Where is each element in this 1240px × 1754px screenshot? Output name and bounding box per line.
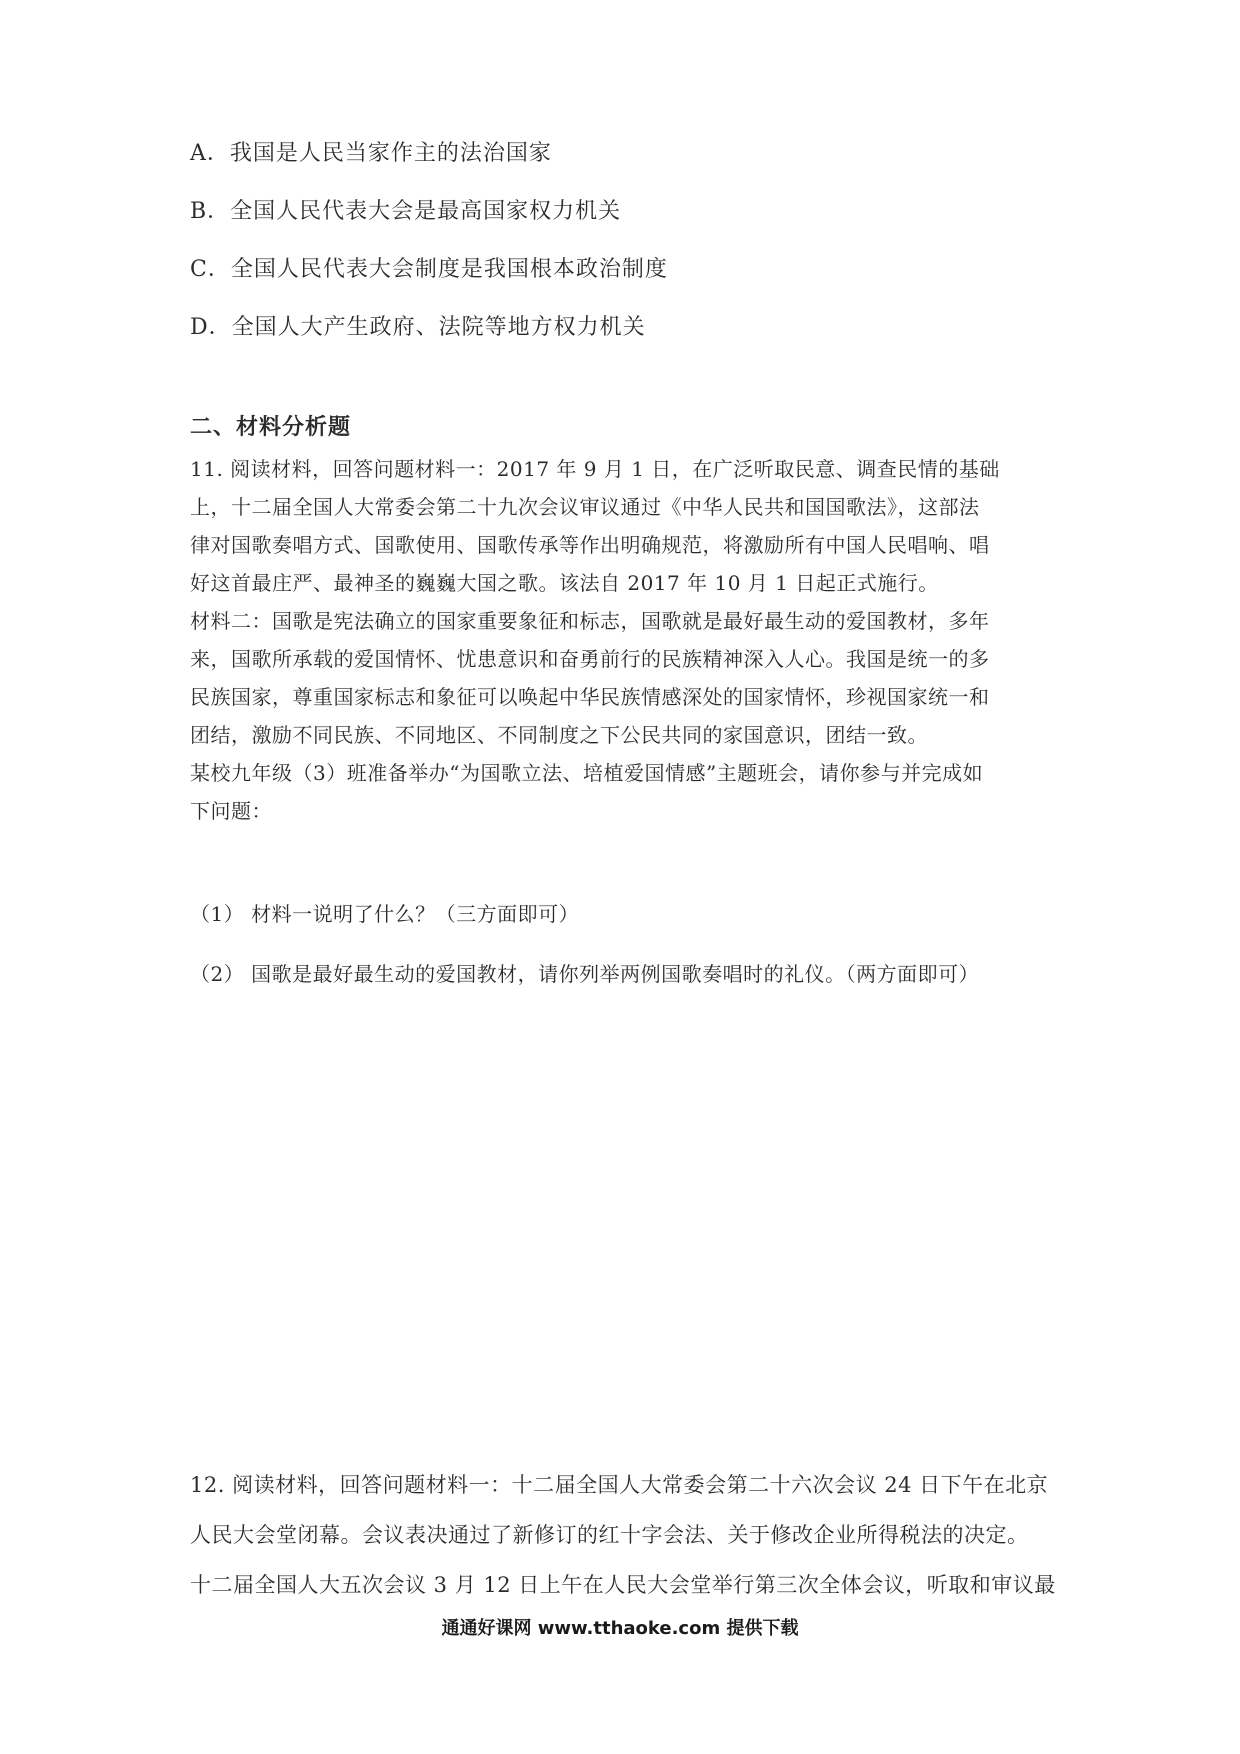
paragraph-line: 11. 阅读材料，回答问题材料一：2017 年 9 月 1 日，在广泛听取民意、调查民情的基础 [190, 457, 1000, 481]
paragraph-line: 民族国家，尊重国家标志和象征可以唤起中华民族情感深处的国家情怀，珍视国家统一和 [190, 685, 990, 709]
question-11-material [190, 450, 1070, 830]
option-d: D．全国人大产生政府、法院等地方权力机关 [190, 315, 646, 340]
sub-question-1: （1） 材料一说明了什么？（三方面即可） [190, 902, 580, 926]
paragraph-line: 来，国歌所承载的爱国情怀、忧患意识和奋勇前行的民族精神深入人心。我国是统一的多 [190, 647, 990, 671]
paragraph-line: 好这首最庄严、最神圣的巍巍大国之歌。该法自 2017 年 10 月 1 日起正式施行。 [190, 571, 939, 595]
paragraph-line: 十二届全国人大五次会议 3 月 12 日上午在人民大会堂举行第三次全体会议，听取和审议最 [190, 1573, 1056, 1597]
option-b: B．全国人民代表大会是最高国家权力机关 [190, 199, 622, 224]
paragraph-line: 材料二：国歌是宪法确立的国家重要象征和标志，国歌就是最好最生动的爱国教材，多年 [190, 609, 990, 633]
paragraph-line: 某校九年级（3）班准备举办“为国歌立法、培植爱国情感”主题班会，请你参与并完成如 [190, 761, 984, 785]
paragraph-line: 人民大会堂闭幕。会议表决通过了新修订的红十字会法、关于修改企业所得税法的决定。 [190, 1523, 1029, 1547]
section-title: 二、材料分析题 [190, 415, 352, 440]
question-12-material [190, 1460, 1070, 1610]
paragraph-line: 律对国歌奏唱方式、国歌使用、国歌传承等作出明确规范，将激励所有中国人民唱响、唱 [190, 533, 990, 557]
sub-question-2: （2） 国歌是最好最生动的爱国教材，请你列举两例国歌奏唱时的礼仪。（两方面即可） [190, 962, 980, 986]
option-c: C．全国人民代表大会制度是我国根本政治制度 [190, 257, 668, 282]
page-footer: 通通好课网 www.tthaoke.com 提供下载 [441, 1618, 799, 1639]
paragraph-line: 12. 阅读材料，回答问题材料一：十二届全国人大常委会第二十六次会议 24 日下午在北京 [190, 1473, 1049, 1497]
paragraph-line: 上，十二届全国人大常委会第二十九次会议审议通过《中华人民共和国国歌法》，这部法 [190, 495, 980, 519]
paragraph-line: 团结，激励不同民族、不同地区、不同制度之下公民共同的家国意识，团结一致。 [190, 723, 928, 747]
option-a: A．我国是人民当家作主的法治国家 [190, 141, 552, 166]
paragraph-line: 下问题： [190, 799, 272, 823]
